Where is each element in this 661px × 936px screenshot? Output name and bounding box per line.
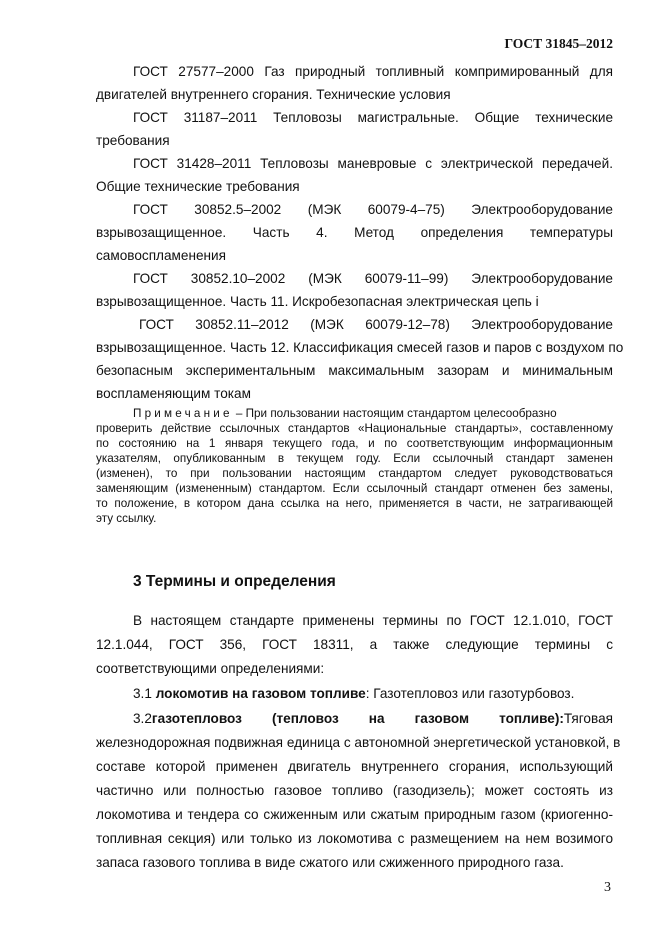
intro-line: В настоящем стандарте применены термины по ГОСТ 12.1.010, ГОСТ xyxy=(133,613,613,628)
section-heading: 3 Термины и определения xyxy=(133,573,336,590)
ref-line: безопасным экспериментальным максимальным зазорам и минимальным xyxy=(96,363,613,378)
ref-line: ГОСТ 30852.10–2002 (МЭК 60079-11–99) Электрооборудование xyxy=(133,271,613,286)
definition-line: частично или полностью газовое топливо (газодизель); может состоять из xyxy=(96,783,613,798)
ref-line: двигателей внутреннего сгорания. Технические условия xyxy=(96,87,451,102)
note-line: то положение, в котором дана ссылка на него, применяется в части, не затрагивающей xyxy=(96,497,613,510)
note-line: проверить действие ссылочных стандартов «Национальные стандарты», составленному xyxy=(96,422,613,435)
definition-line: запаса газового топлива в виде сжатого или сжиженного природного газа. xyxy=(96,855,564,870)
term-3-2 xyxy=(133,711,613,727)
intro-line: соответствующими определениями: xyxy=(96,661,325,676)
definition-line: топливная секция) или только из локомотива с размещением на нем возимого xyxy=(96,831,613,846)
ref-line: требования xyxy=(96,133,170,148)
ref-line: ГОСТ 30852.11–2012 (МЭК 60079-12–78) Электрооборудование xyxy=(139,317,613,332)
ref-line: самовоспламенения xyxy=(96,248,226,263)
note-line: (изменен), то при пользовании настоящим стандартом следует руководствоваться xyxy=(96,467,613,480)
note-text: – При пользовании настоящим стандартом целесообразно xyxy=(232,407,557,420)
term-number: 3.2 xyxy=(133,711,152,726)
page-number: 3 xyxy=(604,880,611,895)
note-first-line xyxy=(133,406,613,421)
document-header: ГОСТ 31845–2012 xyxy=(504,36,613,51)
definition-line: локомотива и тендера со сжиженным или сжатым природным газом (криогенно- xyxy=(96,807,613,822)
definition-line: составе которой применен двигатель внутреннего сгорания, использующий xyxy=(96,759,613,774)
ref-line: взрывозащищенное. Часть 11. Искробезопасная электрическая цепь i xyxy=(96,294,539,309)
term-name: локомотив на газовом топливе xyxy=(155,686,366,701)
ref-line: воспламеняющим токам xyxy=(96,386,251,401)
note-line: по состоянию на 1 января текущего года, и по соответствующим информационным xyxy=(96,437,613,450)
ref-line: ГОСТ 27577–2000 Газ природный топливный компримированный для xyxy=(133,64,613,79)
term-number: 3.1 xyxy=(133,686,156,701)
intro-line: 12.1.044, ГОСТ 356, ГОСТ 18311, а также следующие термины с xyxy=(96,637,613,652)
ref-line: взрывозащищенное. Часть 12. Классификация смесей газов и паров с воздухом по xyxy=(96,340,624,355)
ref-line: Общие технические требования xyxy=(96,179,300,194)
term-3-1 xyxy=(133,686,613,702)
term-definition: : Газотепловоз или газотурбовоз. xyxy=(365,686,575,701)
definition-line: железнодорожная подвижная единица с автономной энергетической установкой, в xyxy=(96,735,621,750)
note-line: эту ссылку. xyxy=(96,512,157,525)
term-name: газотепловоз (тепловоз на газовом топливе): xyxy=(151,711,564,726)
ref-line: взрывозащищенное. Часть 4. Метод определения температуры xyxy=(96,225,613,240)
note-line: заменяющим (измененным) стандартом. Если ссылочный стандарт отменен без замены, xyxy=(96,482,613,495)
ref-line: ГОСТ 31187–2011 Тепловозы магистральные. Общие технические xyxy=(133,110,613,125)
note-label: Примечание xyxy=(133,407,233,420)
term-definition: Тяговая xyxy=(563,711,613,726)
note-line: указателям, опубликованным в текущем году. Если ссылочный стандарт заменен xyxy=(96,452,613,465)
ref-line: ГОСТ 30852.5–2002 (МЭК 60079-4–75) Электрооборудование xyxy=(133,202,613,217)
ref-line: ГОСТ 31428–2011 Тепловозы маневровые с электрической передачей. xyxy=(133,156,613,171)
